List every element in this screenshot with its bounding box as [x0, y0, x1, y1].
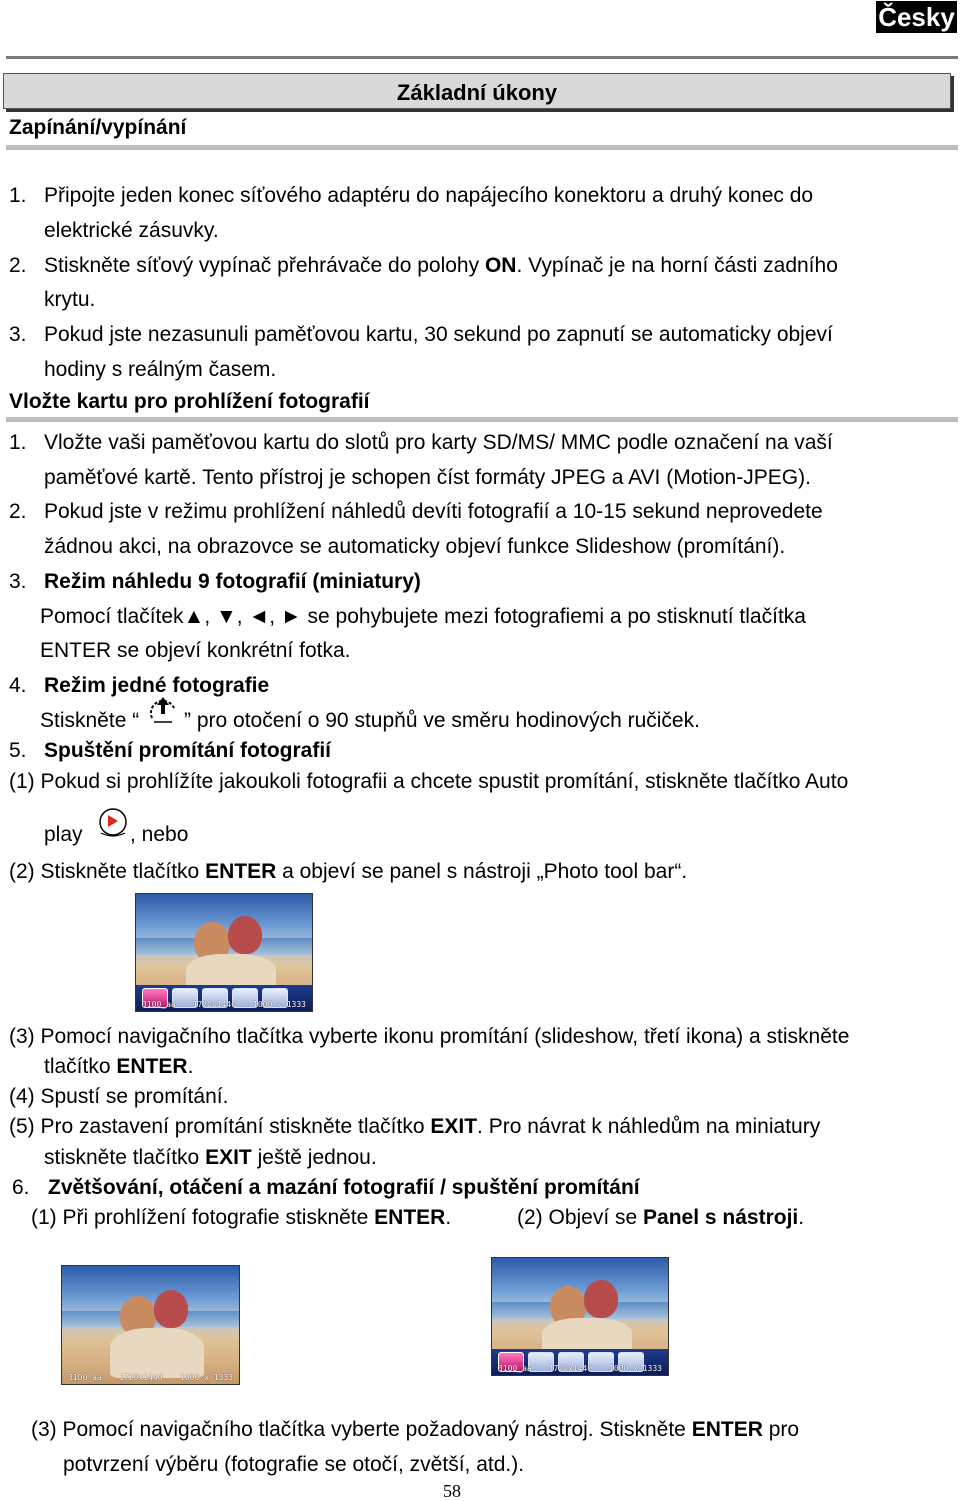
status-file: 3100_aa	[68, 1373, 102, 1383]
list-item-text: Vložte vaši paměťovou kartu do slotů pro karty SD/MS/ MMC podle označení na vaší	[44, 431, 833, 454]
photo-toolbar-screenshot	[491, 1257, 669, 1376]
photo-status-bar	[62, 1373, 239, 1384]
list-item-text: (1) Pokud si prohlížíte jakoukoli fotografii a chcete spustit promítání, stiskněte tlačítko Auto	[9, 770, 849, 793]
status-resolution: 1720x1440	[119, 1373, 163, 1383]
status-size: 1000 x 1333	[180, 1373, 233, 1383]
list-item-text: play	[44, 823, 83, 846]
photo-child-hat	[584, 1280, 618, 1318]
text-span: . Vypínač je na horní části zadního	[516, 254, 838, 277]
list-number: 3.	[9, 570, 27, 593]
text-span: a objeví se panel s nástroji „Photo tool bar“.	[276, 860, 688, 883]
bold-term: ENTER	[205, 860, 277, 883]
list-number: 3.	[9, 323, 27, 346]
page-title: Základní úkony	[3, 73, 951, 109]
text-span: .	[445, 1206, 452, 1229]
photo-child-body	[110, 1328, 204, 1378]
list-item-text: paměťové kartě. Tento přístroj je schopen číst formáty JPEG a AVI (Motion-JPEG).	[44, 466, 811, 489]
text-span: stiskněte tlačítko	[44, 1146, 206, 1169]
photo-plain-screenshot	[61, 1265, 240, 1385]
list-item-text	[44, 1054, 193, 1080]
text-span: (1) Při prohlížení fotografie stiskněte	[31, 1206, 375, 1229]
list-item-text: potvrzení výběru (fotografie se otočí, zvětší, atd.).	[63, 1453, 525, 1476]
list-item-text: ” pro otočení o 90 stupňů ve směru hodinových ručiček.	[184, 709, 700, 732]
text-span: ještě jednou.	[251, 1146, 377, 1169]
list-item-text	[31, 1205, 451, 1231]
section-rule	[6, 417, 958, 422]
list-number: 4.	[9, 674, 27, 697]
photo-child-hat	[228, 916, 262, 954]
auto-play-icon	[96, 806, 130, 840]
photo-toolbar-screenshot	[135, 893, 313, 1012]
list-item-text: žádnou akci, na obrazovce se automaticky objeví funkce Slideshow (promítání).	[44, 535, 786, 558]
list-number: 6.	[12, 1176, 30, 1199]
subsection-heading: Zvětšování, otáčení a mazání fotografií / spuštění promítání	[48, 1176, 640, 1199]
page-number: 58	[443, 1481, 461, 1501]
bold-term: ENTER	[691, 1418, 763, 1441]
photo-status-bar	[136, 1000, 312, 1011]
text-span: . Pro návrat k náhledům na miniatury	[477, 1115, 821, 1138]
status-file: 3100_aa	[498, 1364, 532, 1374]
list-item-text: ENTER se objeví konkrétní fotka.	[40, 639, 351, 662]
bold-term: ENTER	[116, 1055, 188, 1078]
status-resolution: 1720x1440	[192, 1000, 237, 1010]
list-item-text	[517, 1205, 804, 1231]
list-item-text: (4) Spustí se promítání.	[9, 1085, 229, 1108]
list-item-text: , nebo	[130, 823, 189, 846]
header-rule	[6, 56, 958, 59]
section-rule	[6, 145, 958, 150]
list-item-text: elektrické zásuvky.	[44, 219, 219, 242]
photo-child-hat	[154, 1290, 188, 1328]
text-span: Stiskněte síťový vypínač přehrávače do polohy	[44, 254, 485, 277]
bold-term: EXIT	[430, 1115, 478, 1138]
bold-term: ENTER	[374, 1206, 446, 1229]
subsection-heading: Režim jedné fotografie	[44, 674, 270, 697]
status-resolution: 1720x1440	[548, 1364, 593, 1374]
text-span: .	[798, 1206, 805, 1229]
list-number: 1.	[9, 431, 27, 454]
list-item-text	[44, 1145, 377, 1171]
list-number: 2.	[9, 254, 27, 277]
bold-term: EXIT	[205, 1146, 252, 1169]
list-item-text	[9, 1114, 820, 1140]
list-item-text: (3) Pomocí navigačního tlačítka vyberte ikonu promítání (slideshow, třetí ikona) a stiskněte	[9, 1025, 850, 1048]
status-size: 1000 x 1333	[253, 1000, 306, 1010]
subsection-heading: Spuštění promítání fotografií	[44, 739, 331, 762]
list-item-text	[31, 1417, 799, 1443]
list-item-text: Pomocí tlačítek▲, ▼, ◄, ► se pohybujete mezi fotografiemi a po stisknutí tlačítka	[40, 605, 806, 628]
status-file: 3100_aa	[142, 1000, 176, 1010]
list-number: 2.	[9, 500, 27, 523]
list-number: 1.	[9, 184, 27, 207]
photo-status-bar	[492, 1364, 668, 1375]
text-span: .	[187, 1055, 194, 1078]
text-span: pro	[762, 1418, 800, 1441]
bold-term: ON	[484, 254, 517, 277]
text-span: (5) Pro zastavení promítání stiskněte tlačítko	[9, 1115, 431, 1138]
subsection-heading: Režim náhledu 9 fotografií (miniatury)	[44, 570, 421, 593]
bold-term: Panel s nástroji	[643, 1206, 799, 1229]
text-span: (2) Objeví se	[517, 1206, 644, 1229]
list-item-text	[9, 859, 687, 885]
text-span: tlačítko	[44, 1055, 117, 1078]
language-badge: Česky	[876, 1, 957, 33]
status-size: 1000 x 1333	[609, 1364, 662, 1374]
list-item-text: hodiny s reálným časem.	[44, 358, 277, 381]
list-item-text: Připojte jeden konec síťového adaptéru do napájecího konektoru a druhý konec do	[44, 184, 814, 207]
text-span: (3) Pomocí navigačního tlačítka vyberte požadovaný nástroj. Stiskněte	[31, 1418, 692, 1441]
list-item-text: Pokud jste nezasunuli paměťovou kartu, 30 sekund po zapnutí se automaticky objeví	[44, 323, 833, 346]
section-heading-card: Vložte kartu pro prohlížení fotografií	[9, 390, 370, 413]
list-number: 5.	[9, 739, 27, 762]
list-item-text: krytu.	[44, 288, 96, 311]
rotate-icon	[146, 694, 180, 728]
list-item-text: Pokud jste v režimu prohlížení náhledů devíti fotografií a 10-15 sekund neprovedete	[44, 500, 823, 523]
list-item-text: Stiskněte “	[40, 709, 140, 732]
text-span: (2) Stiskněte tlačítko	[9, 860, 206, 883]
list-item-text	[44, 253, 838, 279]
section-heading-power: Zapínání/vypínání	[9, 116, 187, 139]
